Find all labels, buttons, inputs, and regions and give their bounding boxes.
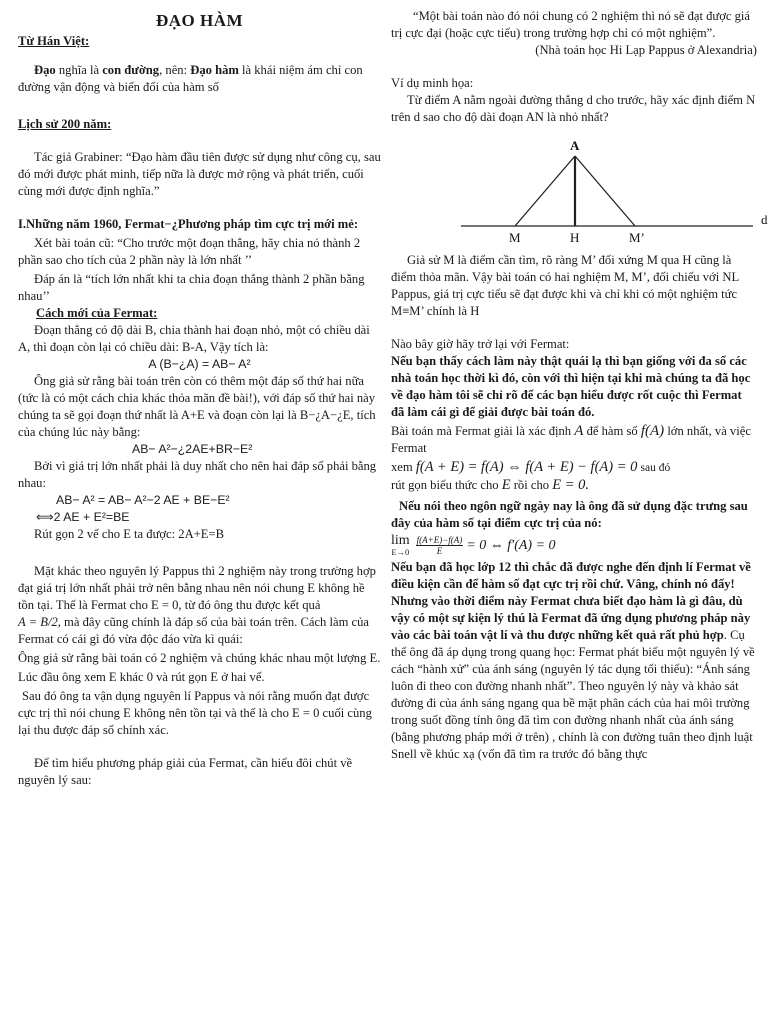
equation-a-b-half: A = B/2 — [18, 615, 58, 629]
paragraph-lop-12: Nếu bạn đã học lớp 12 thì chắc đã được nghe đến định lí Fermat về điều kiện cần để hàm số đạt cực trị rồi chứ. Vâng, chính nó đấy! — [391, 560, 751, 591]
math-e: E — [501, 477, 511, 493]
geometry-figure — [431, 128, 768, 250]
heading-lich-su: Lịch sử 200 năm: — [18, 117, 112, 131]
paragraph-bai-toan — [391, 423, 757, 457]
text: xem — [391, 460, 413, 474]
equation-limit — [391, 534, 757, 557]
equation-4: ⟺2 AE + E²=BE — [36, 510, 130, 524]
text: , nên: — [159, 63, 191, 77]
text: rút gọn biểu thức cho — [391, 478, 499, 492]
term-dao: Đạo — [34, 63, 56, 77]
paragraph-rut-gon: Rút gọn 2 vế cho E ta được: 2A+E=B — [34, 527, 224, 541]
text: nghĩa là — [55, 63, 103, 77]
quote-source: (Nhà toán học Hi Lạp Pappus ở Alexandria) — [535, 43, 757, 57]
text: sau đó — [640, 462, 671, 474]
paragraph-gia-su-m: Giả sử M là điểm cần tìm, rõ ràng M’ đối xứng M qua H cũng là điểm thỏa mãn. Vậy bài toán có hai nghiệm M, M’, đối chiếu với NL Pappus, giá trị cực tiểu sẽ đạt được khi và chỉ khi có một nghiệm tức M≡M’ chính là H — [391, 253, 739, 318]
label-m-prime: M’ — [629, 230, 645, 245]
paragraph-han-viet — [18, 62, 381, 96]
text: lớn nhất, và việc Fermat — [391, 424, 751, 455]
heading-han-viet: Từ Hán Việt: — [18, 34, 90, 48]
paragraph-nao-bay-gio: Nào bây giờ hãy trở lại với Fermat: — [391, 337, 570, 351]
term-con-duong: con đường — [102, 63, 160, 77]
paragraph-ong-gia-su: Ông giả sử rằng bài toán trên còn có thêm một đáp số thứ hai nữa (tức là có một cách chia khác thỏa mãn đề bài!), với đáp số thứ hai này chúng ta sẽ gọi đoạn thứ nhất là A+E và đoạn còn lại là B−¿A−¿E, tích của chúng lúc này bằng: — [18, 374, 376, 439]
segment-am — [515, 156, 575, 226]
lim-subscript: E→0 — [391, 547, 410, 557]
quote-pappus: “Một bài toán nào đó nói chung có 2 nghiệm thì nó sẽ đạt được giá trị cực đại (hoặc cực tiểu) trong trường hợp chỉ có một nghiệm”. — [391, 9, 751, 40]
lim-denominator: E — [436, 546, 443, 556]
paragraph-nhung — [391, 593, 757, 763]
paragraph-ket-qua — [18, 614, 381, 648]
equation-2: AB− A²−¿2AE+BR−E² — [132, 442, 253, 456]
math-f-a: f(A) — [640, 423, 665, 439]
paragraph-boi-vi: Bởi vì giá trị lớn nhất phải là duy nhất cho nên hai đáp số phải bằng nhau: — [18, 459, 377, 490]
math-a: A — [574, 423, 584, 439]
paragraph-dap-an: Đáp án là “tích lớn nhất khi ta chia đoạn thẳng thành 2 phần bằng nhau’’ — [18, 272, 365, 303]
label-h: H — [570, 230, 580, 245]
heading-cach-moi: Cách mới của Fermat: — [36, 306, 158, 320]
segment-am2 — [575, 156, 635, 226]
equation-e-zero: E = 0. — [552, 477, 589, 493]
paragraph-luc-dau: Lúc đầu ông xem E khác 0 và rút gọn E ở hai vế. — [18, 670, 265, 684]
label-m: M — [509, 230, 521, 245]
text: , mà đây cũng chính là đáp số của bài toán trên. Cách làm của Fermat có cái gì đó vừa độc đáo vừa kì quái: — [18, 615, 369, 646]
right-column — [391, 0, 768, 763]
equation-1: A (B−¿A) = AB− A² — [148, 357, 251, 371]
heading-vi-du: Ví dụ minh họa: — [391, 76, 474, 90]
paragraph-grabiner: Tác giả Grabiner: “Đạo hàm đầu tiên được sử dụng như công cụ, sau đó mới được phát minh, tiếp nữa là được mở rộng và phát triển, cuối cùng mới được định nghĩa.” — [18, 150, 381, 198]
text-bold: Nhưng vào thời điểm này Fermat chưa biết đạo hàm là gì đâu, dù vậy có một sự kiện lý thú là Fermat đã ứng dụng phương pháp này vào các bài toán vật lí và thu được những kết quả rất phủ hợp — [391, 594, 751, 642]
label-a: A — [570, 138, 580, 153]
paragraph-sau-do: Sau đó ông ta vận dụng nguyên lí Pappus và nói rằng muốn đạt được cực trị thì nói chung E không nên tồn tại và thế là cho E = 0 cuối cùng lại thu được đáp số chính xác. — [18, 689, 372, 737]
paragraph-rut-gon-e — [391, 477, 757, 494]
paragraph-neu-ban-thay: Nếu bạn thấy cách làm này thật quái lạ thì bạn giống với đa số các nhà toán học thời kì đó, còn với thì hiện tại khi mà chúng ta đã học về đạo hàm tôi sẽ chỉ rõ để các bạn hiểu được rốt cuộc thì Fermat đã làm cái gì để giải được bài toán đó. — [391, 354, 751, 419]
lim-symbol: lim — [391, 533, 410, 548]
equation-3: AB− A² = AB− A²−2 AE + BE−E² — [56, 493, 230, 507]
paragraph-vi-du: Từ điểm A nằm ngoài đường thẳng d cho trước, hãy xác định điểm N trên d sao cho độ dài đoạn AN là nhỏ nhất? — [391, 93, 756, 124]
paragraph-xem — [391, 459, 757, 477]
text: Bài toán mà Fermat giải là xác định — [391, 424, 572, 438]
equation-f-a-e: f(A + E) = f(A) ⇔ f(A + E) − f(A) = 0 — [415, 459, 638, 475]
text: để hàm số — [586, 424, 638, 438]
lim-rhs: = 0 ⇔ f′(A) = 0 — [466, 538, 556, 553]
text: rồi cho — [513, 478, 550, 492]
term-dao-ham: Đạo hàm — [190, 63, 239, 77]
paragraph-de-tim-hieu: Để tìm hiểu phương pháp giải của Fermat, cần hiểu đôi chút về nguyên lý sau: — [18, 756, 353, 787]
paragraph-ong-gia-su-2: Ông giả sử rằng bài toán có 2 nghiệm và chúng khác nhau một lượng E. — [18, 651, 381, 665]
text: là khái niệm ám chỉ con đường vận động và biến đổi của hàm số — [18, 63, 363, 94]
page-title: ĐẠO HÀM — [155, 11, 244, 30]
text: . Cụ thể ông đã áp dụng trong quang học: Fermat phát biểu một nguyên lý về cách “hành xử” của ánh sáng (nguyên lý tác dụng tối thiểu): “Ánh sáng luôn đi theo con đường nhanh nhất”. Theo nguyên lý này và khảo sát đường đi của ánh sáng ngang qua bề mặt phân cách của hai môi trường trong suốt đồng tính ông đã tìm con đường nhanh nhất của ánh sáng (bằng phương pháp mới ở trên) , chính là con đường tuân theo định luật Snell về khúc xạ (vốn đã tìm ra trước đó bằng thực — [391, 628, 755, 761]
label-d: d — [761, 212, 768, 227]
lim-numerator: f(A+E)−f(A) — [416, 535, 463, 545]
paragraph-xet: Xét bài toán cũ: “Cho trước một đoạn thẳng, hãy chia nó thành 2 phần sao cho tích của 2 phần này là lớn nhất ’’ — [18, 236, 361, 267]
paragraph-neu-noi: Nếu nói theo ngôn ngữ ngày nay là ông đã sử dụng đặc trưng sau đây của hàm số tại điểm cực trị của nó: — [391, 499, 748, 530]
paragraph-mat-khac: Mặt khác theo nguyên lý Pappus thì 2 nghiệm này trong trường hợp đạt giá trị lớn nhất phải trở nên bằng nhau nên nói chung E không hề tồn tại. Thế là Fermat cho E = 0, từ đó ông thu được kết quả — [18, 564, 376, 612]
paragraph-doan-thang: Đoạn thẳng có độ dài B, chia thành hai đoạn nhỏ, một có chiều dài A, thì đoạn còn lại có chiều dài: B-A, Vậy tích là: — [18, 323, 370, 354]
left-column — [18, 0, 381, 789]
heading-1960: I.Những năm 1960, Fermat−¿Phương pháp tìm cực trị mới mẻ: — [18, 217, 359, 231]
